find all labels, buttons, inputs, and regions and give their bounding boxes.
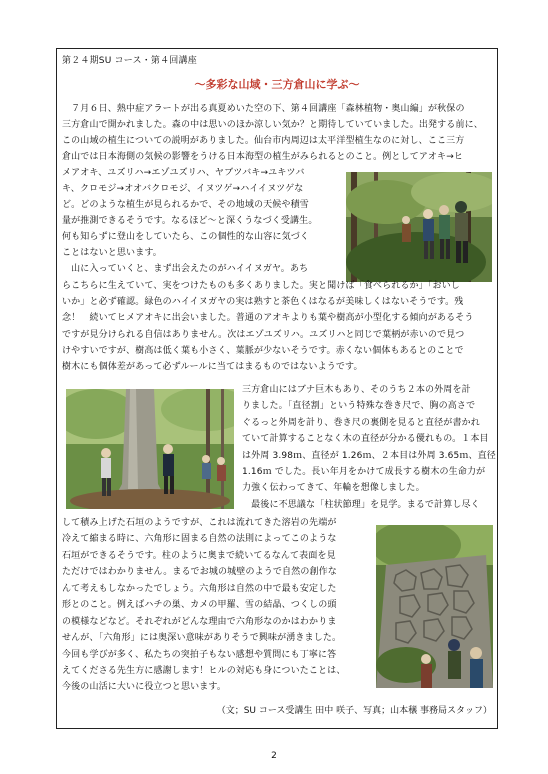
- body-line: 倉山では日本海側の気候の影響をうける日本海型の植生がみられるとのこと。例としてアオキ→ヒ: [62, 152, 464, 162]
- body-line: ７月６日、熱中症アラートが出る真夏めいた空の下、第４回講座「森林植物・奥山編」が秋保の: [62, 104, 465, 114]
- body-line: ぐるっと外周を計り、巻き尺の裏側を見ると直径が書かれ: [242, 418, 480, 428]
- body-line: せんが、「六角形」には奥深い意味がありそうで興味が湧きました。: [62, 633, 342, 643]
- body-line: キ、クロモジ→オオバクロモジ、イヌツゲ→ハイイヌツゲな: [62, 184, 304, 194]
- hikers-forest-photo: [346, 172, 492, 282]
- body-line: 1.16ｍ でした。長い年月をかけて成長する樹木の生命力が: [242, 467, 486, 477]
- body-line: ていて計算することなく木の直径が分かる優れもの。１本目: [242, 434, 489, 444]
- body-line: んて考えもしなかったでしょう。六角形は自然の中で最も安定した: [62, 584, 337, 594]
- body-line: 樹木にも個体差があって必ずルールに当てはまるものではないようです。: [62, 362, 363, 372]
- body-line: 今後の山活に大いに役立つと思います。: [62, 682, 226, 692]
- body-line: 形とのこと。例えばハチの巣、カメの甲羅、雪の結晶、つくしの頭: [62, 600, 337, 610]
- body-line: の模様などなど。それぞれがどんな理由で六角形なのかはわかりま: [62, 617, 337, 627]
- body-line: ただけではわかりません。まるでお城の城壁のようで自然の創作な: [62, 567, 337, 577]
- body-line: 今回も学びが多く、私たちの突拍子もない感想や質問にも丁寧に答: [62, 650, 337, 660]
- body-line: は外周 3.98ｍ、直径が 1.26ｍ、２本目は外周 3.65ｍ、直径: [242, 451, 496, 461]
- columnar-joints-photo: [376, 525, 493, 688]
- body-line: 三方倉山にはブナ巨木もあり、そのうち２本の外周を計: [242, 385, 471, 395]
- body-line: して積み上げた石垣のようですが、これは流れてきた溶岩の先端が: [62, 518, 337, 528]
- body-line: 石垣ができるそうです。柱のように奥まで続いてるなんて表面を見: [62, 551, 336, 561]
- body-line: メアオキ、ユズリハ→エゾユズリハ、ヤブツバキ→ユキツバ: [62, 168, 305, 178]
- body-line: 量が推測できるそうです。なるほど〜と深くうなづく受講生。: [62, 216, 318, 226]
- body-line: らこちらに生えていて、実をつけたものも多くありました。実と聞けば「食べられるか」「おいし: [62, 281, 460, 291]
- body-line: 念！ 続いてヒメアオキに出会いました。普通のアオキよりも葉や樹高が小型化する傾向があるそう: [62, 313, 474, 323]
- body-line: いか」と必ず確認。緑色のハイイヌガヤの実は熟すと茶色くはなるが美味しくはないそうです。残: [62, 297, 464, 307]
- body-line: 三方倉山で開かれました。森の中は思いのほか涼しい気か？と期待していていました。出発する前に、: [62, 120, 483, 130]
- page-number: 2: [271, 751, 277, 761]
- body-line: えてくださる先生方に感謝します！ヒルの対応も身についたことは、: [62, 666, 346, 676]
- body-line: ことはないと思います。: [62, 248, 162, 258]
- body-line: ですが見分けられる自信はありません。次はエゾユズリハ。ユズリハと同じで葉柄が赤いので見つ: [62, 330, 465, 340]
- body-line: 何も知らずに登山をしていたら、この個性的な山容に気づく: [62, 232, 310, 242]
- author-credit: （文；SU コース受講生 田中 咲子、写真；山本穣 事務局スタッフ）: [216, 706, 492, 716]
- series-header: 第２４期SU コース・第４回講座: [62, 56, 197, 66]
- body-line: りました。「直径割」という特殊な巻き尺で、胸の高さで: [242, 401, 476, 411]
- body-line: 山に入っていくと、まず出会えたのがハイイヌガヤ。あち: [62, 264, 309, 274]
- body-line: この山域の植生についての説明がありました。仙台市内周辺は太平洋型植生なのに対し、ここ三方: [62, 136, 465, 146]
- body-line: 最後に不思議な「柱状節理」を見学。まるで計算し尽く: [242, 500, 480, 510]
- body-line: ど。どのような植生が見られるかで、その地域の天候や積雪: [62, 200, 309, 210]
- article-title: 〜多彩な山域・三方倉山に学ぶ〜: [194, 78, 360, 91]
- body-line: 力強く伝わってきて、年輪を想像しました。: [242, 483, 425, 493]
- body-line: けやすいですが、樹高は低く葉も小さく、葉脈が少ないそうです。赤くない個体もあるとのことで: [62, 346, 464, 356]
- body-line: 冷えて縮まる時に、六角形に固まる自然の法則によってこのような: [62, 534, 337, 544]
- beech-tree-photo: [66, 389, 234, 509]
